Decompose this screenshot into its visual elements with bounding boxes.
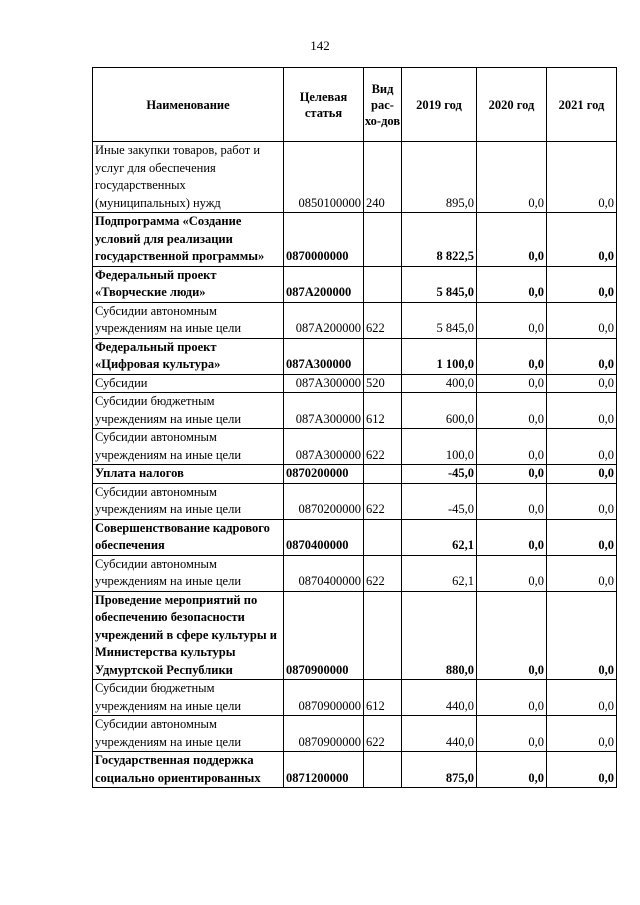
cell-kind: 622 <box>364 302 402 338</box>
cell-code: 087А300000 <box>284 429 364 465</box>
cell-code: 0870900000 <box>284 716 364 752</box>
cell-kind <box>364 213 402 267</box>
table-row <box>93 465 617 484</box>
cell-2021: 0,0 <box>547 429 617 465</box>
table-row <box>93 716 617 752</box>
cell-kind <box>364 752 402 788</box>
cell-2021: 0,0 <box>547 555 617 591</box>
cell-2021: 0,0 <box>547 338 617 374</box>
table-body <box>93 142 617 788</box>
table-row <box>93 302 617 338</box>
cell-name: Субсидии автономным учреждениям на иные цели <box>93 483 284 519</box>
cell-2019: 400,0 <box>402 374 477 393</box>
table-row <box>93 680 617 716</box>
cell-kind <box>364 266 402 302</box>
table-row <box>93 752 617 788</box>
cell-2019: -45,0 <box>402 483 477 519</box>
cell-code: 087А200000 <box>284 302 364 338</box>
cell-kind <box>364 338 402 374</box>
cell-kind <box>364 591 402 680</box>
cell-2020: 0,0 <box>477 429 547 465</box>
cell-2020: 0,0 <box>477 680 547 716</box>
table-row <box>93 519 617 555</box>
table-row <box>93 374 617 393</box>
cell-code: 0871200000 <box>284 752 364 788</box>
cell-2020: 0,0 <box>477 374 547 393</box>
cell-2020: 0,0 <box>477 266 547 302</box>
cell-2021: 0,0 <box>547 302 617 338</box>
cell-2021: 0,0 <box>547 716 617 752</box>
cell-kind: 240 <box>364 142 402 213</box>
cell-2021: 0,0 <box>547 519 617 555</box>
table-row <box>93 591 617 680</box>
cell-name: Субсидии автономным учреждениям на иные цели <box>93 429 284 465</box>
cell-code: 0870900000 <box>284 591 364 680</box>
cell-kind: 612 <box>364 393 402 429</box>
cell-2021: 0,0 <box>547 465 617 484</box>
cell-kind: 520 <box>364 374 402 393</box>
cell-name: Субсидии автономным учреждениям на иные цели <box>93 302 284 338</box>
cell-2020: 0,0 <box>477 142 547 213</box>
cell-code: 0870400000 <box>284 555 364 591</box>
header-2021: 2021 год <box>547 68 617 142</box>
table-row <box>93 142 617 213</box>
cell-2021: 0,0 <box>547 680 617 716</box>
cell-code: 0870200000 <box>284 483 364 519</box>
cell-kind <box>364 465 402 484</box>
cell-2019: 880,0 <box>402 591 477 680</box>
cell-2021: 0,0 <box>547 374 617 393</box>
cell-2021: 0,0 <box>547 591 617 680</box>
cell-name: Совершенствование кадрового обеспечения <box>93 519 284 555</box>
header-name: Наименование <box>93 68 284 142</box>
table-row <box>93 483 617 519</box>
cell-kind: 622 <box>364 555 402 591</box>
cell-2020: 0,0 <box>477 338 547 374</box>
cell-name: Федеральный проект «Творческие люди» <box>93 266 284 302</box>
cell-2020: 0,0 <box>477 752 547 788</box>
cell-kind <box>364 519 402 555</box>
cell-kind: 622 <box>364 716 402 752</box>
cell-kind: 622 <box>364 429 402 465</box>
cell-2019: 600,0 <box>402 393 477 429</box>
cell-code: 087А300000 <box>284 374 364 393</box>
cell-2019: 8 822,5 <box>402 213 477 267</box>
header-2020: 2020 год <box>477 68 547 142</box>
cell-name: Иные закупки товаров, работ и услуг для обеспечения государственных (муниципальных) нужд <box>93 142 284 213</box>
table-row <box>93 429 617 465</box>
table-row <box>93 266 617 302</box>
cell-2020: 0,0 <box>477 483 547 519</box>
cell-2019: 100,0 <box>402 429 477 465</box>
cell-code: 087А200000 <box>284 266 364 302</box>
cell-2021: 0,0 <box>547 266 617 302</box>
cell-kind: 622 <box>364 483 402 519</box>
cell-2021: 0,0 <box>547 483 617 519</box>
cell-2019: 1 100,0 <box>402 338 477 374</box>
cell-name: Федеральный проект «Цифровая культура» <box>93 338 284 374</box>
cell-2020: 0,0 <box>477 591 547 680</box>
cell-name: Субсидии автономным учреждениям на иные цели <box>93 716 284 752</box>
cell-name: Государственная поддержка социально ориентированных <box>93 752 284 788</box>
cell-2019: 440,0 <box>402 680 477 716</box>
cell-2019: 440,0 <box>402 716 477 752</box>
cell-2019: 5 845,0 <box>402 266 477 302</box>
cell-kind: 612 <box>364 680 402 716</box>
cell-2020: 0,0 <box>477 465 547 484</box>
cell-name: Субсидии бюджетным учреждениям на иные цели <box>93 393 284 429</box>
cell-name: Уплата налогов <box>93 465 284 484</box>
cell-2019: 875,0 <box>402 752 477 788</box>
cell-code: 0870000000 <box>284 213 364 267</box>
cell-2020: 0,0 <box>477 519 547 555</box>
cell-2019: -45,0 <box>402 465 477 484</box>
cell-code: 0870900000 <box>284 680 364 716</box>
cell-2019: 62,1 <box>402 519 477 555</box>
cell-2021: 0,0 <box>547 393 617 429</box>
header-2019: 2019 год <box>402 68 477 142</box>
cell-code: 0870400000 <box>284 519 364 555</box>
cell-2019: 5 845,0 <box>402 302 477 338</box>
table-row <box>93 555 617 591</box>
table-row <box>93 213 617 267</box>
cell-2021: 0,0 <box>547 213 617 267</box>
cell-code: 0870200000 <box>284 465 364 484</box>
cell-name: Субсидии автономным учреждениям на иные цели <box>93 555 284 591</box>
table-row <box>93 338 617 374</box>
budget-table <box>92 67 617 788</box>
header-row <box>93 68 617 142</box>
cell-2021: 0,0 <box>547 142 617 213</box>
cell-2020: 0,0 <box>477 555 547 591</box>
cell-name: Проведение мероприятий по обеспечению безопасности учреждений в сфере культуры и Министерства культуры Удмуртской Республики <box>93 591 284 680</box>
cell-2020: 0,0 <box>477 393 547 429</box>
header-kind: Вид рас-хо-дов <box>364 68 402 142</box>
cell-2020: 0,0 <box>477 213 547 267</box>
cell-2019: 62,1 <box>402 555 477 591</box>
cell-name: Субсидии бюджетным учреждениям на иные цели <box>93 680 284 716</box>
cell-2019: 895,0 <box>402 142 477 213</box>
cell-name: Подпрограмма «Создание условий для реализации государственной программы» <box>93 213 284 267</box>
cell-name: Субсидии <box>93 374 284 393</box>
cell-2021: 0,0 <box>547 752 617 788</box>
table-row <box>93 393 617 429</box>
cell-code: 0850100000 <box>284 142 364 213</box>
header-code: Целевая статья <box>284 68 364 142</box>
cell-2020: 0,0 <box>477 302 547 338</box>
page-number: 142 <box>310 38 330 53</box>
cell-2020: 0,0 <box>477 716 547 752</box>
cell-code: 087А300000 <box>284 393 364 429</box>
cell-code: 087А300000 <box>284 338 364 374</box>
